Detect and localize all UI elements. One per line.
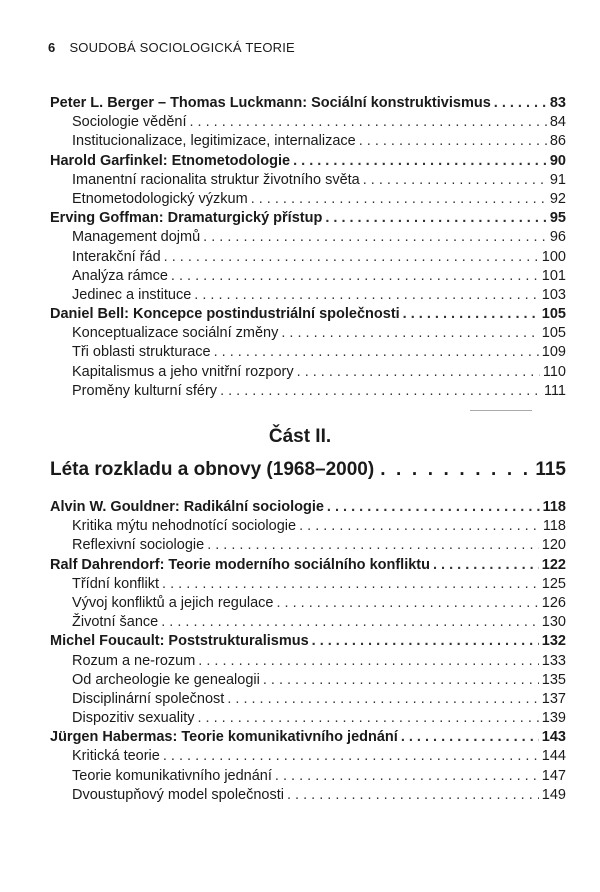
dot-leader — [327, 498, 540, 517]
dot-leader — [293, 152, 547, 171]
entry-title: Dvoustupňový model společnosti — [72, 786, 284, 803]
toc-chapter-entry[interactable] — [50, 209, 566, 228]
toc-subentry[interactable] — [50, 113, 566, 132]
entry-title: Jürgen Habermas: Teorie komunikativního jednání — [50, 729, 398, 746]
entry-title: Institucionalizace, legitimizace, internalizace — [72, 133, 356, 150]
dot-leader — [380, 456, 529, 484]
running-header — [48, 40, 295, 55]
entry-page-number: 92 — [549, 190, 566, 207]
entry-title: Třídní konflikt — [72, 575, 160, 592]
entry-page-number: 118 — [542, 518, 566, 535]
part-label: Část II. — [268, 426, 332, 447]
entry-page-number: 135 — [541, 671, 566, 688]
dot-leader — [359, 132, 547, 151]
entry-page-number: 125 — [541, 575, 566, 592]
toc-subentry[interactable] — [50, 613, 566, 632]
dot-leader — [403, 305, 539, 324]
entry-title: Harold Garfinkel: Etnometodologie — [50, 152, 291, 169]
section-rule — [470, 410, 532, 411]
entry-page-number: 144 — [541, 748, 566, 765]
dot-leader — [281, 324, 538, 343]
toc-subentry[interactable] — [50, 786, 566, 805]
entry-title: Imanentní racionalita struktur životního světa — [72, 171, 360, 188]
entry-page-number: 90 — [549, 152, 566, 169]
entry-page-number: 83 — [549, 95, 566, 111]
toc-chapter-entry[interactable] — [50, 94, 566, 113]
entry-page-number: 91 — [549, 171, 566, 188]
entry-title: Rozum a ne-rozum — [72, 652, 196, 669]
entry-title: Ralf Dahrendorf: Teorie moderního sociálního konfliktu — [50, 556, 430, 573]
entry-title: Životní šance — [72, 614, 159, 631]
entry-page-number: 120 — [541, 537, 566, 554]
toc-subentry[interactable] — [50, 190, 566, 209]
entry-page-number: 96 — [549, 229, 566, 246]
entry-title: Proměny kulturní sféry — [72, 382, 218, 399]
entry-page-number: 130 — [541, 614, 566, 631]
toc-chapter-entry[interactable] — [50, 556, 566, 575]
dot-leader — [299, 517, 540, 536]
entry-title: Teorie komunikativního jednání — [72, 767, 272, 784]
toc-subentry[interactable] — [50, 132, 566, 151]
entry-title: Sociologie vědění — [72, 114, 187, 131]
entry-title: Analýza rámce — [72, 267, 168, 284]
dot-leader — [325, 209, 547, 228]
dot-leader — [163, 747, 539, 766]
toc-subentry[interactable] — [50, 228, 566, 247]
toc-subentry[interactable] — [50, 248, 566, 267]
dot-leader — [401, 728, 539, 747]
dot-leader — [363, 171, 547, 190]
toc-chapter-entry[interactable] — [50, 498, 566, 517]
dot-leader — [297, 363, 540, 382]
entry-page-number: 109 — [541, 344, 566, 361]
entry-page-number: 95 — [549, 210, 566, 227]
entry-title: Dispozitiv sexuality — [72, 710, 195, 727]
dot-leader — [214, 343, 539, 362]
dot-leader — [161, 613, 539, 632]
entry-title: Reflexivní sociologie — [72, 537, 205, 554]
entry-title: Kritická teorie — [72, 748, 160, 765]
dot-leader — [164, 248, 539, 267]
dot-leader — [277, 594, 539, 613]
toc-chapter-entry[interactable] — [50, 152, 566, 171]
dot-leader — [251, 190, 547, 209]
toc-chapter-entry[interactable] — [50, 305, 566, 324]
entry-page-number: 139 — [541, 710, 566, 727]
toc-chapter-entry[interactable] — [50, 728, 566, 747]
dot-leader — [207, 536, 539, 555]
toc-subentry[interactable] — [50, 267, 566, 286]
page-number: 6 — [48, 40, 56, 55]
entry-page-number: 103 — [541, 286, 566, 303]
entry-page-number: 110 — [542, 363, 566, 380]
toc-subentry[interactable] — [50, 536, 566, 555]
entry-page-number: 133 — [541, 652, 566, 669]
toc-chapter-entry[interactable] — [50, 632, 566, 651]
dot-leader — [162, 575, 539, 594]
dot-leader — [198, 709, 539, 728]
toc-subentry[interactable] — [50, 652, 566, 671]
dot-leader — [220, 382, 541, 401]
entry-title: Konceptualizace sociální změny — [72, 325, 279, 342]
toc-subentry[interactable] — [50, 343, 566, 362]
entry-title: Etnometodologický výzkum — [72, 190, 248, 207]
entry-title: Interakční řád — [72, 248, 161, 265]
dot-leader — [494, 94, 547, 113]
entry-title: Jedinec a instituce — [72, 286, 192, 303]
toc-subentry[interactable] — [50, 767, 566, 786]
running-title: SOUDOBÁ SOCIOLOGICKÁ TEORIE — [69, 40, 295, 55]
part-title: Léta rozkladu a obnovy (1968–2000) — [50, 459, 375, 480]
toc-subentry[interactable] — [50, 690, 566, 709]
entry-page-number: 147 — [541, 767, 566, 784]
dot-leader — [189, 113, 546, 132]
entry-page-number: 100 — [541, 248, 566, 265]
entry-title: Kritika mýtu nehodnotící sociologie — [72, 518, 297, 535]
toc-subentry[interactable] — [50, 324, 566, 343]
entry-page-number: 126 — [541, 594, 566, 611]
entry-title: Management dojmů — [72, 229, 201, 246]
entry-title: Vývoj konfliktů a jejich regulace — [72, 594, 274, 611]
toc-section-part-two — [50, 498, 566, 805]
dot-leader — [198, 652, 539, 671]
entry-title: Michel Foucault: Poststrukturalismus — [50, 633, 309, 650]
dot-leader — [203, 228, 547, 247]
toc-subentry[interactable] — [50, 709, 566, 728]
entry-page-number: 105 — [541, 306, 566, 323]
entry-page-number: 132 — [541, 633, 566, 650]
toc-subentry[interactable] — [50, 382, 566, 401]
toc-subentry[interactable] — [50, 171, 566, 190]
entry-page-number: 86 — [549, 133, 566, 150]
toc-subentry[interactable] — [50, 594, 566, 613]
toc-subentry[interactable] — [50, 286, 566, 305]
dot-leader — [287, 786, 539, 805]
entry-title: Kapitalismus a jeho vnitřní rozpory — [72, 363, 294, 380]
entry-page-number: 122 — [541, 556, 566, 573]
entry-page-number: 84 — [549, 114, 566, 131]
dot-leader — [194, 286, 539, 305]
entry-title: Peter L. Berger – Thomas Luckmann: Sociální konstruktivismus — [50, 95, 491, 111]
toc-subentry[interactable] — [50, 747, 566, 766]
entry-page-number: 149 — [541, 786, 566, 803]
part-title-row[interactable] — [50, 456, 566, 484]
entry-page-number: 137 — [541, 690, 566, 707]
dot-leader — [227, 690, 538, 709]
entry-title: Disciplinární společnost — [72, 690, 225, 707]
dot-leader — [275, 767, 539, 786]
entry-title: Erving Goffman: Dramaturgický přístup — [50, 210, 323, 227]
entry-title: Od archeologie ke genealogii — [72, 671, 260, 688]
entry-title: Alvin W. Gouldner: Radikální sociologie — [50, 499, 324, 515]
entry-page-number: 105 — [541, 325, 566, 342]
toc-subentry[interactable] — [50, 363, 566, 382]
entry-title: Tři oblasti strukturace — [72, 344, 211, 361]
toc-section-part-one — [50, 94, 566, 401]
entry-title: Daniel Bell: Koncepce postindustriální společnosti — [50, 306, 400, 323]
entry-page-number: 143 — [541, 729, 566, 746]
dot-leader — [433, 556, 539, 575]
dot-leader — [263, 671, 539, 690]
entry-page-number: 118 — [542, 499, 566, 515]
entry-page-number: 111 — [543, 382, 566, 399]
toc-subentry[interactable] — [50, 517, 566, 536]
dot-leader — [312, 632, 539, 651]
entry-page-number: 101 — [541, 267, 566, 284]
part-page: 115 — [535, 459, 566, 480]
toc-subentry[interactable] — [50, 575, 566, 594]
toc-subentry[interactable] — [50, 671, 566, 690]
dot-leader — [171, 267, 539, 286]
